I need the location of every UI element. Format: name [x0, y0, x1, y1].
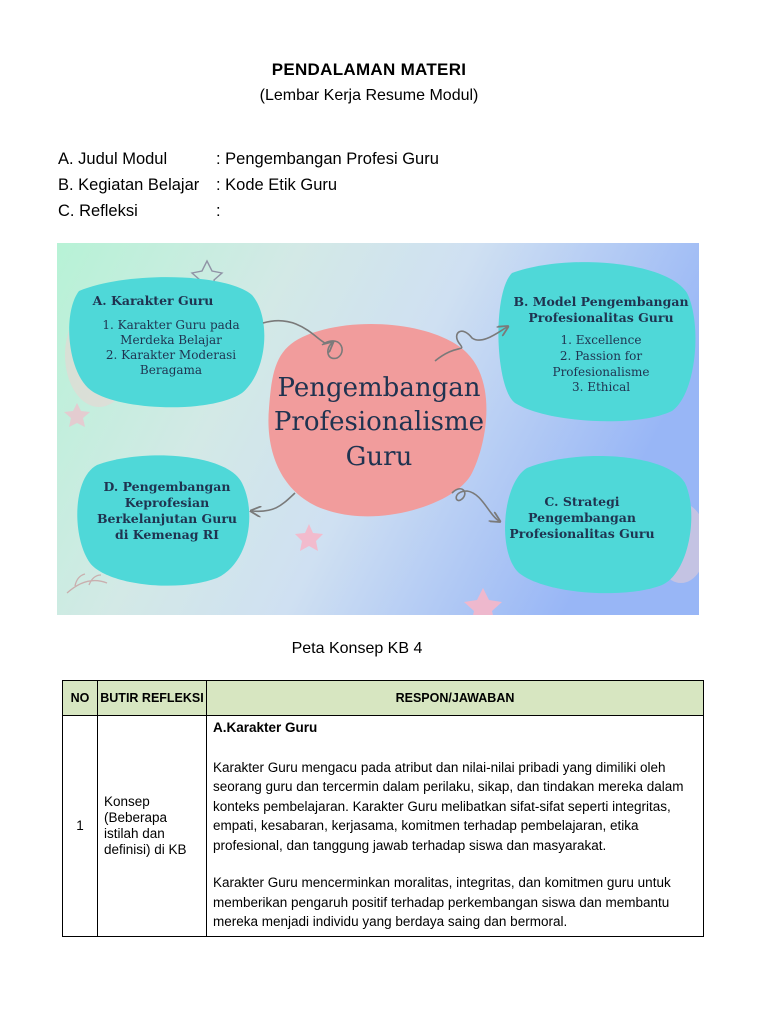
node-d-title: di Kemenag RI — [114, 527, 220, 542]
node-a-item: Merdeka Belajar — [120, 333, 222, 347]
node-c-title: Pengembangan — [528, 510, 636, 525]
node-d-title: D. Pengembangan — [103, 479, 231, 494]
info-label: B. Kegiatan Belajar — [58, 176, 200, 194]
concept-map-image — [57, 243, 699, 615]
node-a-item: 1. Karakter Guru pada — [102, 318, 240, 332]
header-butir-refleksi: BUTIR REFLEKSI — [98, 681, 207, 716]
document-title: PENDALAMAN MATERI — [271, 60, 467, 79]
node-b-title: B. Model Pengembangan — [513, 294, 689, 309]
info-value: : — [216, 202, 221, 220]
figure-caption: Peta Konsep KB 4 — [291, 640, 423, 657]
row-number: 1 — [63, 716, 98, 937]
response-paragraph: Karakter Guru mengacu pada atribut dan nilai-nilai pribadi yang dimiliki oleh seorang guru dan tercermin dalam perilaku, sikap, dan tindakan mereka dalam konteks pembelajaran. Karakter Guru melibatkan sifat-sifat seperti integritas, empati, kesabaran, kerjasama, komitmen terhadap pembelajaran, etika profesional, dan tanggung jawab terhadap siswa dan masyarakat. — [213, 759, 684, 853]
header-no: NO — [63, 681, 98, 716]
node-a-item: Beragama — [139, 363, 203, 377]
node-c-title: C. Strategi — [544, 494, 620, 509]
info-row-judul-modul — [58, 150, 439, 169]
node-d-title: Berkelanjutan Guru — [96, 511, 238, 526]
document-subtitle: (Lembar Kerja Resume Modul) — [259, 87, 479, 104]
info-row-refleksi — [58, 202, 221, 221]
info-value: : Kode Etik Guru — [216, 176, 338, 194]
center-text-line: Profesionalisme — [273, 407, 485, 437]
info-row-kegiatan-belajar — [58, 176, 337, 195]
node-b-item: 3. Ethical — [571, 380, 631, 394]
header-respon-jawaban: RESPON/JAWABAN — [207, 681, 704, 716]
info-label: A. Judul Modul — [58, 150, 168, 168]
node-b-item: 2. Passion for — [559, 349, 643, 363]
info-label: C. Refleksi — [58, 202, 138, 220]
node-b-item: 1. Excellence — [560, 333, 642, 347]
row-response — [207, 716, 704, 937]
row-butir: Konsep (Beberapa istilah dan definisi) di KB — [98, 716, 207, 937]
center-text-line: Guru — [345, 442, 413, 472]
node-b-item: Profesionalisme — [552, 365, 650, 379]
table-header-row — [63, 681, 704, 716]
info-value: : Pengembangan Profesi Guru — [216, 150, 439, 168]
center-text-line: Pengembangan — [277, 373, 481, 403]
node-a-item: 2. Karakter Moderasi — [105, 348, 237, 362]
table-row — [63, 716, 704, 937]
response-heading: A.Karakter Guru — [213, 720, 318, 735]
response-paragraph: Karakter Guru mencerminkan moralitas, integritas, dan komitmen guru untuk memberikan pengaruh positif terhadap perkembangan siswa dan membantu mereka menjadi individu yang berdaya saing dan bermoral. — [213, 875, 671, 929]
node-a-title: A. Karakter Guru — [92, 293, 214, 308]
node-c-title: Profesionalitas Guru — [509, 526, 655, 541]
reflection-table — [62, 680, 704, 937]
node-d-title: Keprofesian — [124, 495, 210, 510]
node-b-title: Profesionalitas Guru — [528, 310, 674, 325]
